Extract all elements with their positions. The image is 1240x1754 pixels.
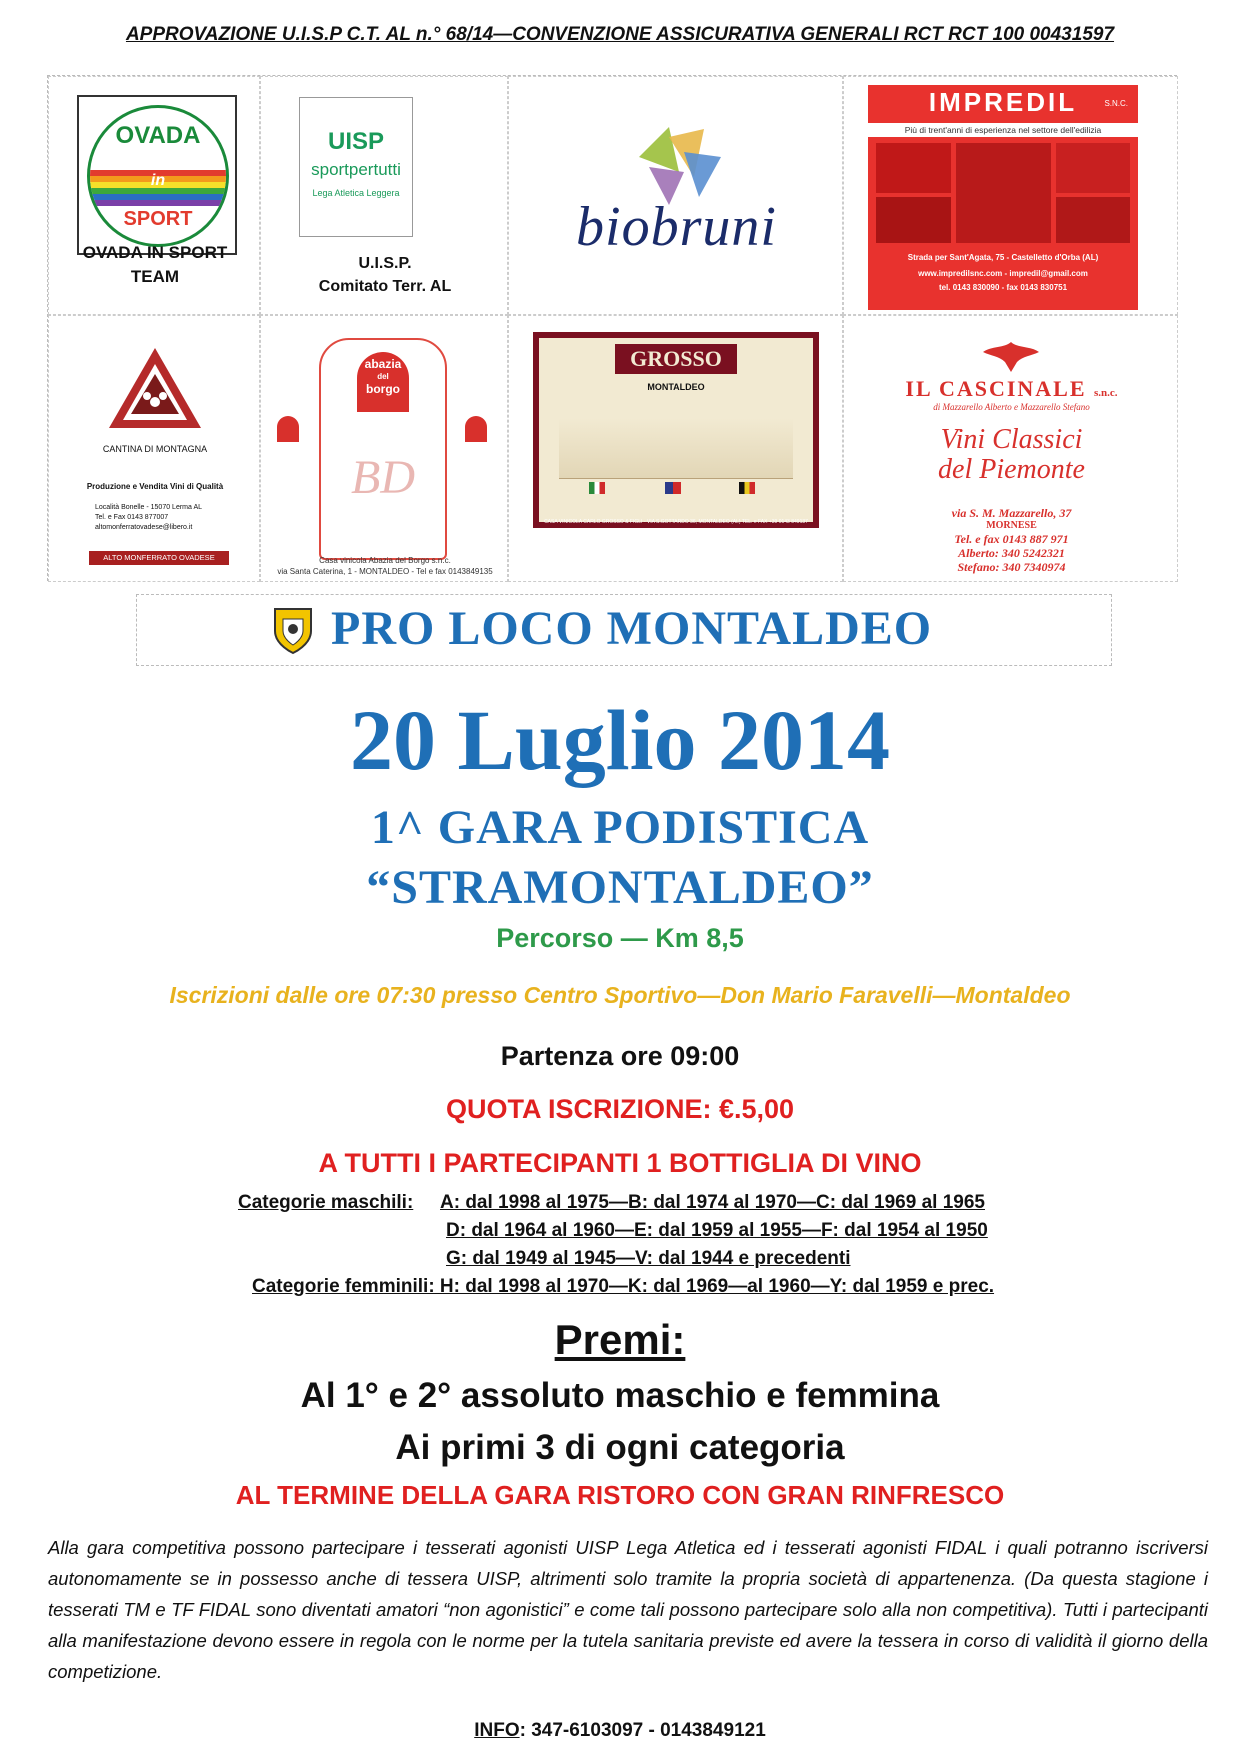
sponsor-grid [47,75,1177,581]
categories-male-line-1: A: dal 1998 al 1975—B: dal 1974 al 1970—C: dal 1969 al 1965 [440,1192,985,1213]
prizes-line-2: Ai primi 3 di ogni categoria [395,1428,845,1467]
proloco-title: PRO LOCO MONTALDEO [331,602,933,655]
info-label: INFO [474,1720,520,1741]
grosso-name: GROSSO [630,346,722,371]
grosso-flag-de-icon [739,482,755,494]
grosso-place: MONTALDEO [647,382,705,392]
categories-male-label: Categorie maschili: [238,1192,414,1213]
abazia-label-3: borgo [366,382,400,396]
cantina-footer: ALTO MONFERRATO OVADESE [89,551,229,565]
impredil-phone: tel. 0143 830090 - fax 0143 830751 [938,283,1068,292]
cascinale-name-text: IL CASCINALE [905,376,1087,401]
grosso-flag-2-icon [665,482,681,494]
impredil-suffix: S.N.C. [1104,99,1128,108]
ovada-logo-top: OVADA [115,122,201,149]
rules-paragraph: Alla gara competitiva possono partecipare i tesserati agonisti UISP Lega Atletica ed i tesserati agonisti FIDAL i quali potranno iscriversi autonomamente se in possesso anche di tessera UISP, altrimenti solo tramite la propria società di appartenenza. (Da questa stagione i tesserati TM e TF FIDAL sono diventati amatori “non agonistici” e come tali possono partecipare solo alla non competitiva). Tutti i partecipanti alla manifestazione devono essere in regola con le norme per la tutela sanitaria previste ed avere la tessera in corso di validità il giorno della competizione. [48,1537,1208,1682]
event-registration: Iscrizioni dalle ore 07:30 presso Centro Sportivo—Don Mario Faravelli—Montaldeo [169,982,1071,1008]
cantina-line-1: Produzione e Vendita Vini di Qualità [86,482,224,491]
impredil-address: Strada per Sant'Agata, 75 - Castelletto d'Orba (AL) [907,253,1099,262]
info-phones: : 347-6103097 - 0143849121 [519,1720,766,1741]
cascinale-owners: di Mazzarello Alberto e Mazzarello Stefano [933,402,1090,412]
proloco-banner [136,594,1112,666]
grosso-landscape [559,418,793,479]
prizes-line-1: Al 1° e 2° assoluto maschio e femmina [300,1376,940,1415]
abazia-left-bottle-icon [273,416,303,496]
event-fee: QUOTA ISCRIZIONE: €.5,00 [445,1094,795,1124]
uisp-logo: UISP [327,128,384,155]
sponsor-cascinale [843,315,1178,582]
cantina-line-2: Località Bonelle - 15070 Lerma AL [95,504,203,511]
prizes-title: Premi: [554,1316,686,1363]
info-line [0,1720,1240,1742]
cantina-mountain-icon [105,344,205,432]
impredil-logo [868,85,1138,310]
cascinale-phone-1: Tel. e fax 0143 887 971 [954,532,1069,546]
cascinale-slogan-1: Vini Classici [940,424,1083,455]
biobruni-leaf-icon [629,117,729,207]
abazia-monogram: BD [351,451,415,504]
cascinale-name [844,376,1179,402]
proloco-shield-icon [271,605,315,657]
biobruni-logo: biobruni [576,196,777,258]
uisp-sub: Lega Atletica Leggera [312,188,400,198]
cascinale-eagle-icon [981,338,1041,374]
impredil-tagline: Più di trent'anni di esperienza nel settore dell'edilizia [868,123,1138,137]
grosso-label [533,332,819,528]
cascinale-address-2: MORNESE [986,520,1037,531]
uisp-logo-frame [299,97,413,237]
ovada-caption-1: OVADA IN SPORT [82,243,228,262]
categories-female-line: Categorie femminili: H: dal 1998 al 1970—K: dal 1969—al 1960—Y: dal 1959 e prec. [252,1276,995,1297]
sponsor-biobruni [508,76,843,315]
sponsor-grosso [508,315,843,582]
abazia-bottle-icon [319,338,447,560]
abazia-footer-1: Casa vinicola Abazia del Borgo s.n.c. [319,556,451,565]
event-race: 1^ GARA PODISTICA [370,801,870,854]
categories-male-line-2: D: dal 1964 al 1960—E: dal 1959 al 1955—F: dal 1954 al 1950 [446,1220,988,1241]
event-name: “STRAMONTALDEO” [366,861,874,914]
event-start: Partenza ore 09:00 [500,1041,740,1071]
uisp-slogan: sportpertutti [311,160,401,179]
cascinale-slogan-2: del Piemonte [938,454,1085,485]
ovada-caption-2: TEAM [130,267,180,286]
cantina-line-3: Tel. e Fax 0143 877007 [95,514,169,521]
sponsor-cantina [48,315,260,582]
abazia-right-bottle-icon [461,416,491,496]
event-date: 20 Luglio 2014 [350,692,890,788]
categories-male-line-3: G: dal 1949 al 1945—V: dal 1944 e precedenti [446,1248,851,1269]
cascinale-suffix: s.n.c. [1094,387,1118,399]
abazia-label-2: del [377,372,389,381]
uisp-caption-1: U.I.S.P. [358,255,412,272]
prizes-refreshment: AL TERMINE DELLA GARA RISTORO CON GRAN RINFRESCO [235,1480,1005,1510]
cantina-name: CANTINA DI MONTAGNA [102,444,208,454]
grosso-flag-it-icon [589,482,605,494]
abazia-label-1: abazia [364,357,402,371]
approval-header: APPROVAZIONE U.I.S.P C.T. AL n.° 68/14—CONVENZIONE ASSICURATIVA GENERALI RCT RCT 100 00431597 [125,24,1115,45]
abazia-footer-2: via Santa Caterina, 1 - MONTALDEO - Tel e fax 0143849135 [277,567,493,576]
event-course: Percorso — Km 8,5 [496,923,744,953]
cantina-line-4: altomonferratovadese@libero.it [95,524,193,531]
impredil-web: www.impredilsnc.com - impredil@gmail.com [918,269,1088,278]
grosso-footer: CASA VINICOLA CARLO GROSSO & FIGLI - VIA S.GOTTARDO 36, MONTALDEO (AL) TEL. e FAX +39 0143 849137 [544,519,808,525]
ovada-logo-bottom: SPORT [123,208,193,230]
sponsor-ovada [48,76,260,315]
cascinale-phone-2: Alberto: 340 5242321 [958,546,1065,560]
ovada-logo-middle: in [150,172,166,189]
event-gift: A TUTTI I PARTECIPANTI 1 BOTTIGLIA DI VINO [318,1148,922,1178]
ovada-logo-circle [87,105,229,247]
sponsor-abazia [260,315,508,582]
sponsor-impredil [843,76,1178,315]
uisp-caption-2: Comitato Terr. AL [318,278,452,295]
cascinale-phone-3: Stefano: 340 7340974 [957,560,1066,574]
sponsor-uisp [260,76,508,315]
ovada-logo-frame [77,95,237,255]
cascinale-address-1: via S. M. Mazzarello, 37 [951,506,1072,520]
impredil-name: IMPREDIL [928,87,1078,117]
